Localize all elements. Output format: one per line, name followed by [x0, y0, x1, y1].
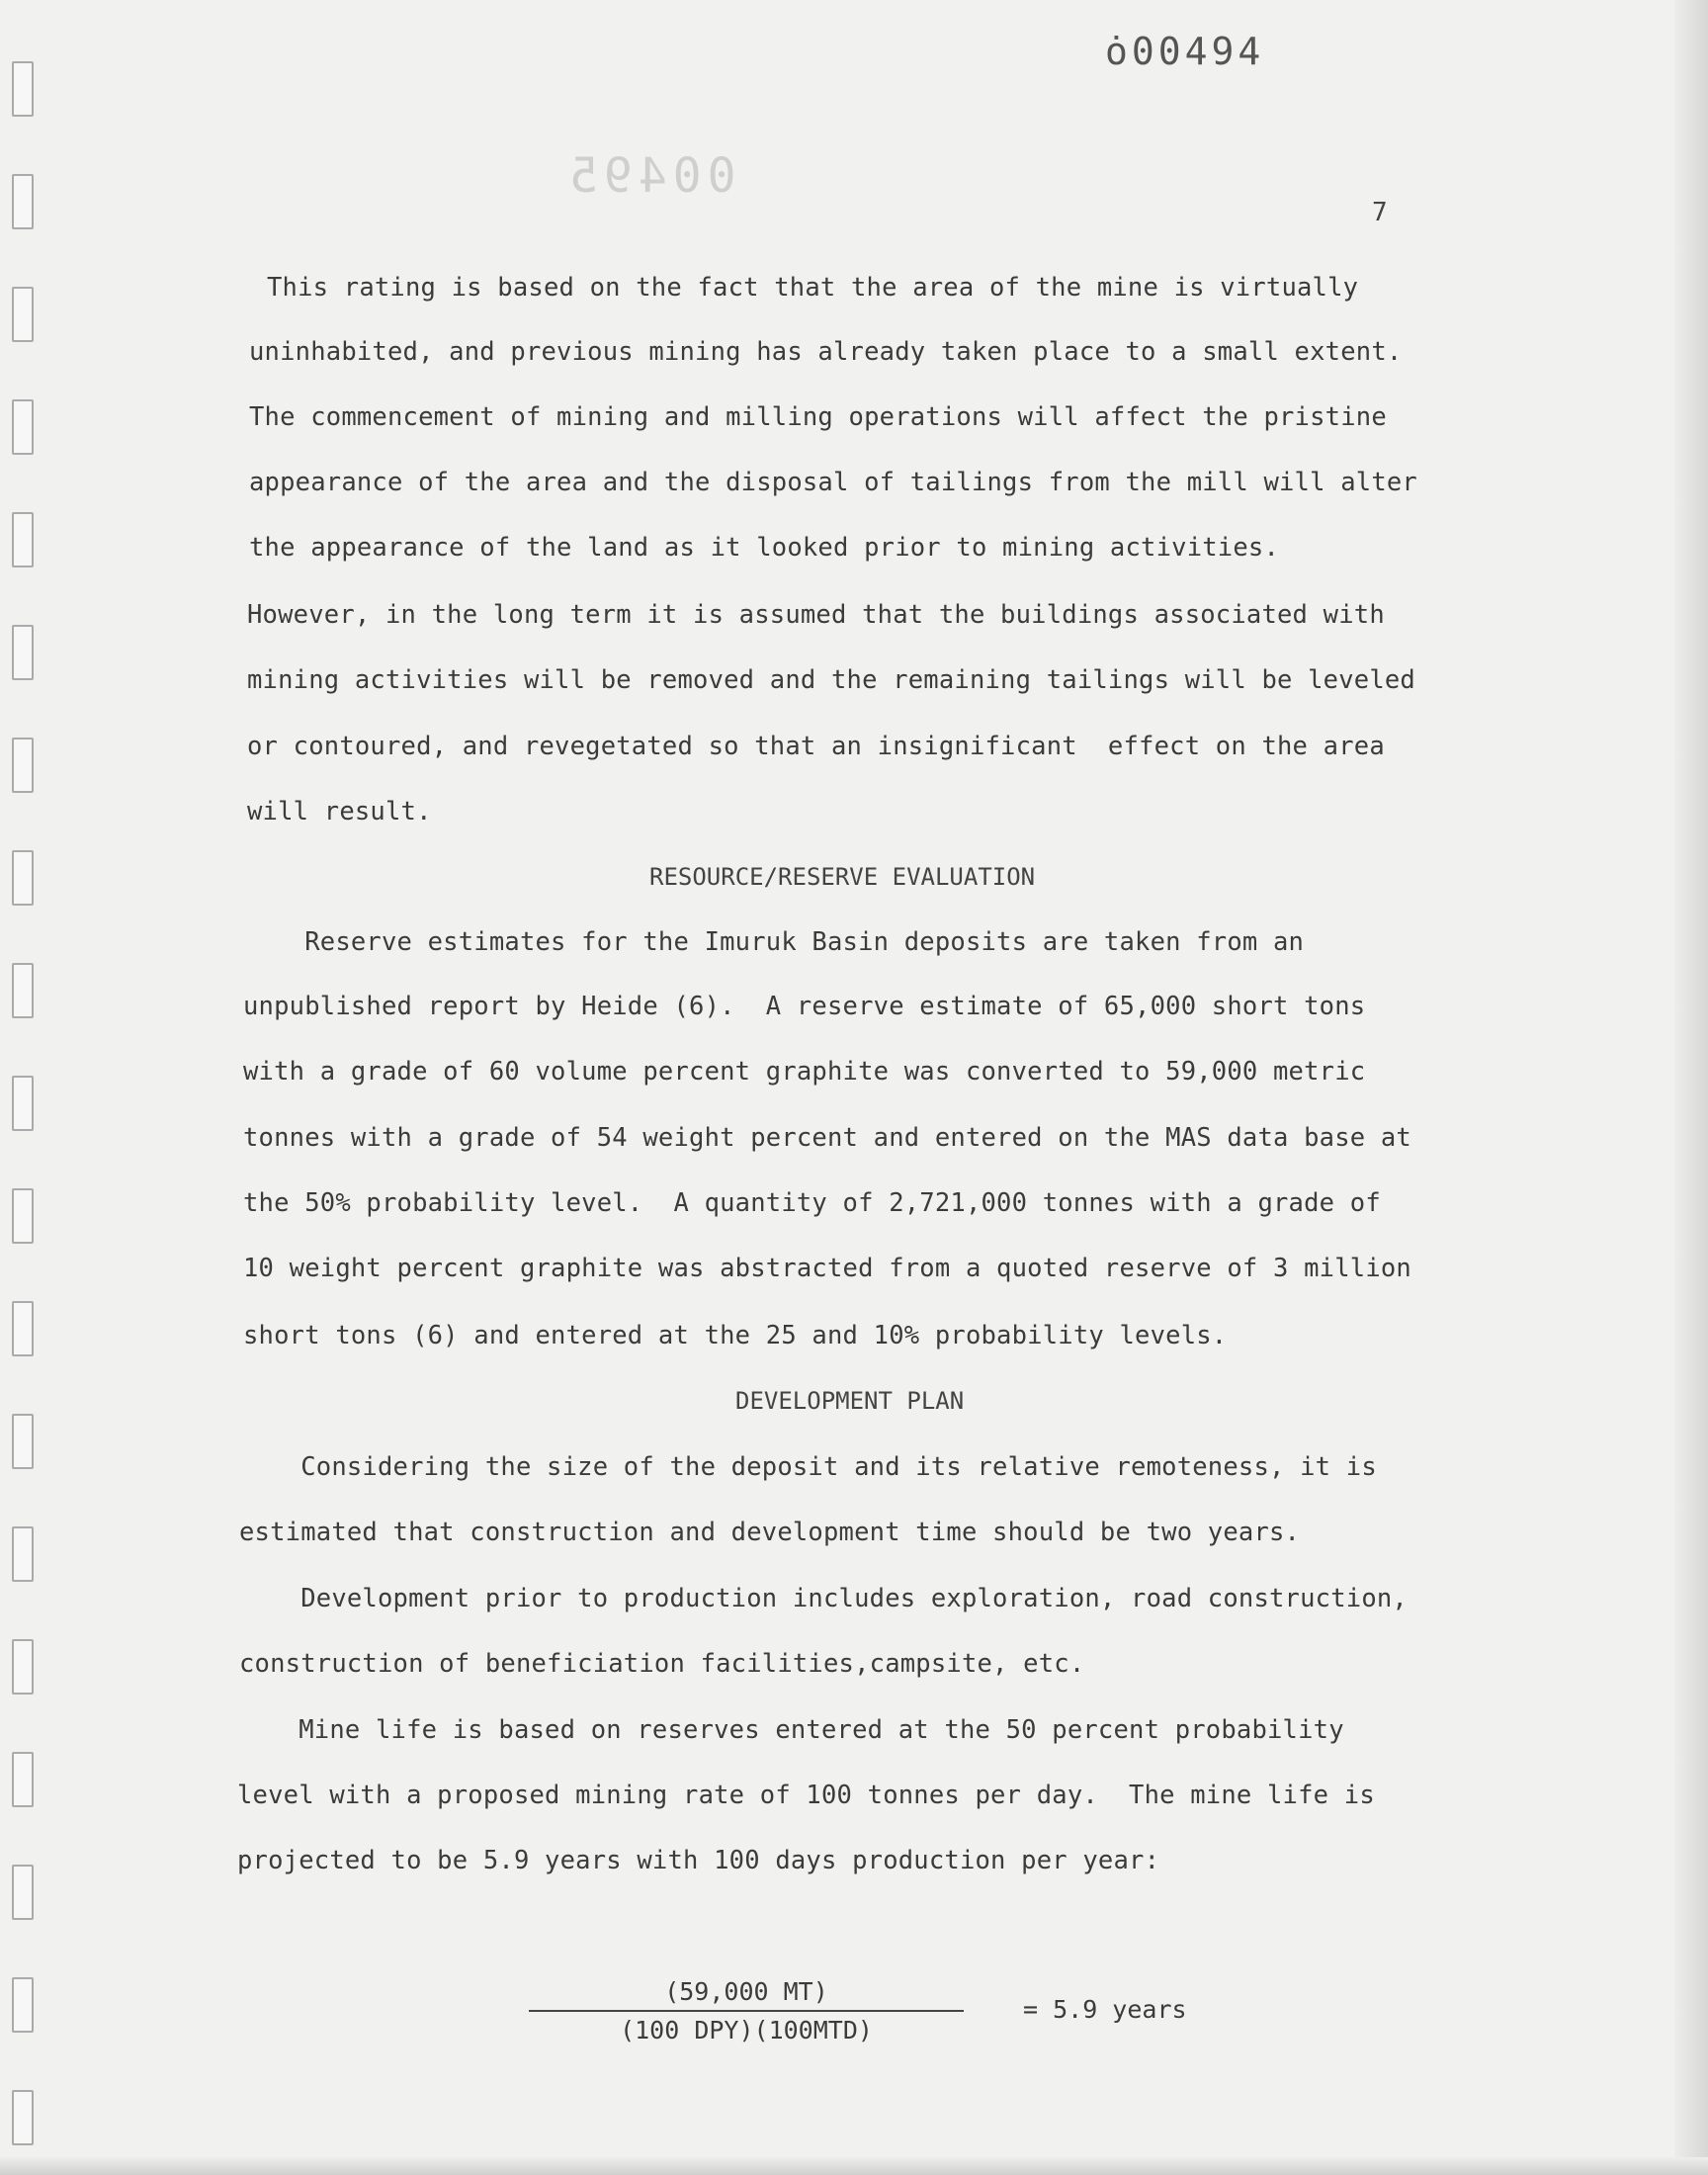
binder-hole — [12, 738, 34, 793]
binder-hole — [12, 61, 34, 117]
page-edge-shadow — [1674, 0, 1708, 2175]
text-line: Considering the size of the deposit and its relative remoteness, it is — [239, 1452, 1377, 1482]
text-line: the appearance of the land as it looked prior to mining activities. — [249, 533, 1280, 563]
binder-hole — [12, 1076, 34, 1131]
binder-hole — [12, 963, 34, 1018]
binder-hole — [12, 1865, 34, 1920]
mine-life-formula — [529, 1977, 964, 2044]
text-line: Development prior to production includes exploration, road construction, — [239, 1584, 1408, 1613]
binder-hole — [12, 1977, 34, 2033]
text-line: 10 weight percent graphite was abstracted from a quoted reserve of 3 million — [243, 1254, 1411, 1283]
text-line: unpublished report by Heide (6). A reserve estimate of 65,000 short tons — [243, 992, 1366, 1021]
binder-hole — [12, 1414, 34, 1469]
text-line: mining activities will be removed and the remaining tailings will be leveled — [247, 665, 1415, 695]
text-line: will result. — [247, 797, 432, 826]
binder-hole — [12, 2090, 34, 2145]
bleed-through-stamp: 00495 — [563, 148, 736, 204]
section-heading: DEVELOPMENT PLAN — [735, 1387, 965, 1415]
text-line: However, in the long term it is assumed that the buildings associated with — [247, 600, 1385, 630]
binder-hole — [12, 1188, 34, 1244]
binder-hole — [12, 174, 34, 229]
text-line: with a grade of 60 volume percent graphite was converted to 59,000 metric — [243, 1057, 1366, 1087]
formula-result: = 5.9 years — [1023, 1995, 1187, 2024]
text-line: short tons (6) and entered at the 25 and 10% probability levels. — [243, 1321, 1228, 1350]
text-line: level with a proposed mining rate of 100 tonnes per day. The mine life is — [237, 1781, 1375, 1810]
text-line: Reserve estimates for the Imuruk Basin deposits are taken from an — [243, 927, 1305, 957]
binder-hole — [12, 1301, 34, 1356]
binder-hole — [12, 1639, 34, 1695]
formula-numerator: (59,000 MT) — [529, 1977, 964, 2012]
document-stamp-number: ȯ00494 — [1105, 30, 1265, 73]
binder-hole — [12, 287, 34, 342]
text-line: tonnes with a grade of 54 weight percent and entered on the MAS data base at — [243, 1123, 1411, 1153]
text-line: or contoured, and revegetated so that an insignificant effect on the area — [247, 732, 1385, 761]
binder-hole — [12, 1752, 34, 1807]
text-line: This rating is based on the fact that the area of the mine is virtually — [267, 273, 1359, 303]
text-line: estimated that construction and development time should be two years. — [239, 1518, 1301, 1547]
binder-hole — [12, 399, 34, 455]
formula-denominator: (100 DPY)(100MTD) — [620, 2016, 873, 2044]
text-line: projected to be 5.9 years with 100 days production per year: — [237, 1846, 1160, 1875]
page-number: 7 — [1372, 198, 1388, 227]
text-line: uninhabited, and previous mining has already taken place to a small extent. — [249, 337, 1403, 367]
binder-hole — [12, 625, 34, 680]
page-bottom-shadow — [0, 2157, 1708, 2175]
binder-holes — [12, 61, 36, 2137]
text-line: appearance of the area and the disposal of tailings from the mill will alter — [249, 468, 1417, 497]
section-heading: RESOURCE/RESERVE EVALUATION — [649, 863, 1036, 891]
text-line: The commencement of mining and milling operations will affect the pristine — [249, 402, 1387, 432]
text-line: construction of beneficiation facilities,campsite, etc. — [239, 1649, 1085, 1679]
binder-hole — [12, 850, 34, 906]
text-line: Mine life is based on reserves entered at the 50 percent probability — [237, 1715, 1344, 1745]
text-line: the 50% probability level. A quantity of 2,721,000 tonnes with a grade of — [243, 1188, 1381, 1218]
binder-hole — [12, 512, 34, 567]
binder-hole — [12, 1526, 34, 1582]
